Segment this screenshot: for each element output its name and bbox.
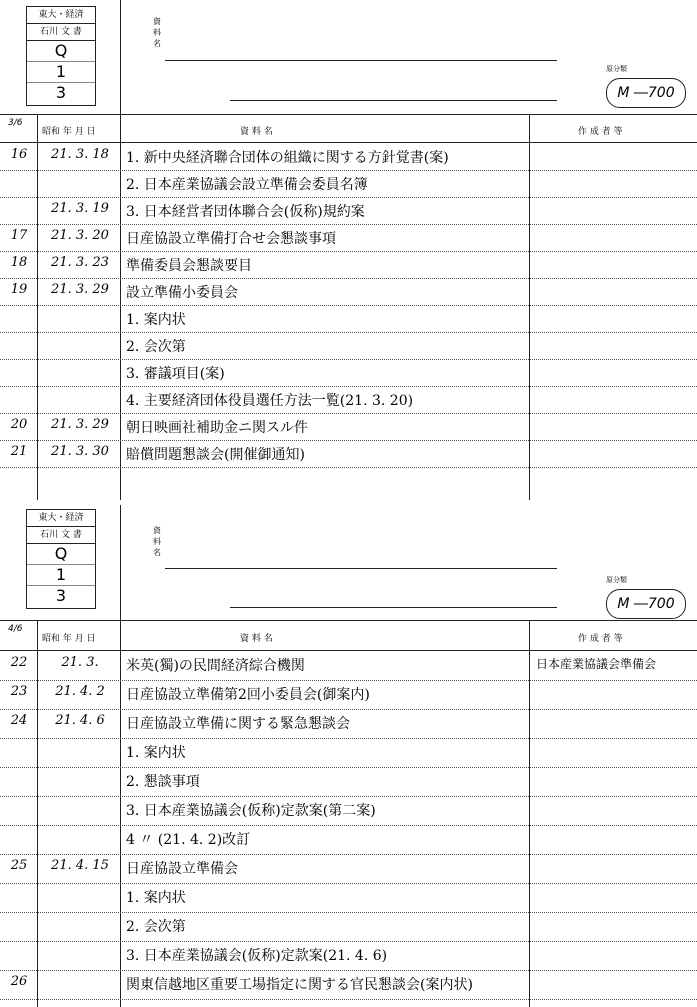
table-row [0,651,697,678]
record-number: 21 [10,444,28,459]
stamp-folder: 3 [55,83,67,102]
author-column-header: 作 成 者 等 [578,634,623,644]
table-row [0,825,697,852]
index-card-1 [0,0,697,500]
archive-stamp [26,509,96,609]
record-title: 設立準備小委員会 [126,285,238,301]
record-title: 3. 日本産業協議会(仮称)定款案(21. 4. 6) [126,948,388,964]
stamp-collection: 石川 文 書 [27,24,95,41]
record-title: 2. 会次第 [126,339,186,355]
table-row [0,143,697,170]
table-row [0,413,697,440]
record-title: 3. 日本経営者団体聯合会(仮称)規約案 [126,204,365,220]
record-title: 4 〃 (21. 4. 2)改訂 [126,832,251,848]
record-title: 2. 会次第 [126,919,186,935]
header-top-line [0,620,697,621]
table-row [0,883,697,910]
archive-stamp [26,6,96,106]
table-row [0,278,697,305]
record-title: 米英(獨)の民間経済綜合機関 [126,658,305,674]
record-title: 賠償問題懇談会(開催御通知) [126,447,305,463]
author-column-header: 作 成 者 等 [578,127,623,137]
record-number: 24 [10,713,28,728]
record-number: 25 [10,858,28,873]
table-row [0,332,697,359]
header-top-line [0,114,697,115]
record-title: 日産協設立準備打合せ会懇談事項 [126,231,336,247]
stamp-shelf: Q [27,41,95,62]
record-number: 23 [10,684,28,699]
record-number: 16 [10,147,28,162]
table-row [0,170,697,197]
record-title: 準備委員会懇談要目 [126,258,252,274]
table-row [0,251,697,278]
stamp-shelf: Q [27,544,95,565]
title-column-header: 資 料 名 [240,634,273,644]
record-number: 19 [10,282,28,297]
table-row [0,359,697,386]
classification-label: 原分類 [606,65,627,73]
table-row [0,854,697,881]
table-row [0,738,697,765]
record-number: 20 [10,417,28,432]
record-title: 日産協設立準備第2回小委員会(御案内) [126,687,370,703]
classification-label: 原分類 [606,576,627,584]
table-row [0,386,697,413]
stamp-box: 1 [27,565,95,586]
record-number: 17 [10,228,28,243]
name-line [165,60,557,61]
record-date: 21. 3. 19 [51,201,109,216]
record-title: 日産協設立準備会 [126,861,238,877]
record-title: 2. 懇談事項 [126,774,200,790]
month-mark: 4/6 [8,624,23,634]
record-title: 朝日映画社補助金ニ関スル件 [126,420,308,436]
row-rule [0,467,697,468]
table-row [0,709,697,736]
record-title: 日産協設立準備に関する緊急懇談会 [126,716,350,732]
table-row [0,440,697,467]
classification-code: M ―700 [606,78,686,108]
stamp-folder: 3 [55,586,67,605]
table-row [0,970,697,997]
record-number: 26 [10,974,28,989]
table-row [0,197,697,224]
stamp-collection: 石川 文 書 [27,527,95,544]
classification-code: M ―700 [606,589,686,619]
record-number: 22 [10,655,28,670]
stamp-box: 1 [27,62,95,83]
record-date: 21. 4. 2 [55,684,105,699]
record-title: 1. 案内状 [126,890,186,906]
table-row [0,912,697,939]
material-name-label: 資料名 [153,17,161,48]
table-row [0,305,697,332]
table-row [0,680,697,707]
date-column-header: 昭和 年 月 日 [42,634,96,644]
name-line [165,568,557,569]
record-title: 2. 日本産業協議会設立準備会委員名簿 [126,177,368,193]
stamp-university: 東大・経済 [27,510,95,527]
record-title: 4. 主要経済団体役員選任方法一覧(21. 3. 20) [126,393,414,409]
record-date: 21. 3. 29 [51,282,109,297]
record-title: 1. 新中央経済聯合団体の組織に関する方針覚書(案) [126,150,449,166]
record-title: 関東信越地区重要工場指定に関する官民懇談会(案内状) [126,977,473,993]
index-card-2 [0,505,697,1007]
title-column-header: 資 料 名 [240,127,273,137]
record-date: 21. 4. 15 [51,858,109,873]
record-date: 21. 4. 6 [55,713,105,728]
material-name-label: 資料名 [153,526,161,557]
name-line [230,607,557,608]
record-date: 21. 3. [61,655,99,670]
record-date: 21. 3. 23 [51,255,109,270]
month-mark: 3/6 [8,118,23,128]
record-title: 1. 案内状 [126,312,186,328]
record-date: 21. 3. 30 [51,444,109,459]
table-row [0,796,697,823]
record-title: 3. 審議項目(案) [126,366,225,382]
record-date: 21. 3. 18 [51,147,109,162]
stamp-university: 東大・経済 [27,7,95,24]
record-date: 21. 3. 29 [51,417,109,432]
table-row [0,767,697,794]
row-rule [0,999,697,1000]
date-column-header: 昭和 年 月 日 [42,127,96,137]
record-title: 1. 案内状 [126,745,186,761]
record-author: 日本産業協議会準備会 [536,657,657,671]
table-row [0,941,697,968]
record-title: 3. 日本産業協議会(仮称)定款案(第二案) [126,803,376,819]
record-date: 21. 3. 20 [51,228,109,243]
table-row [0,224,697,251]
name-line [230,100,557,101]
record-number: 18 [10,255,28,270]
